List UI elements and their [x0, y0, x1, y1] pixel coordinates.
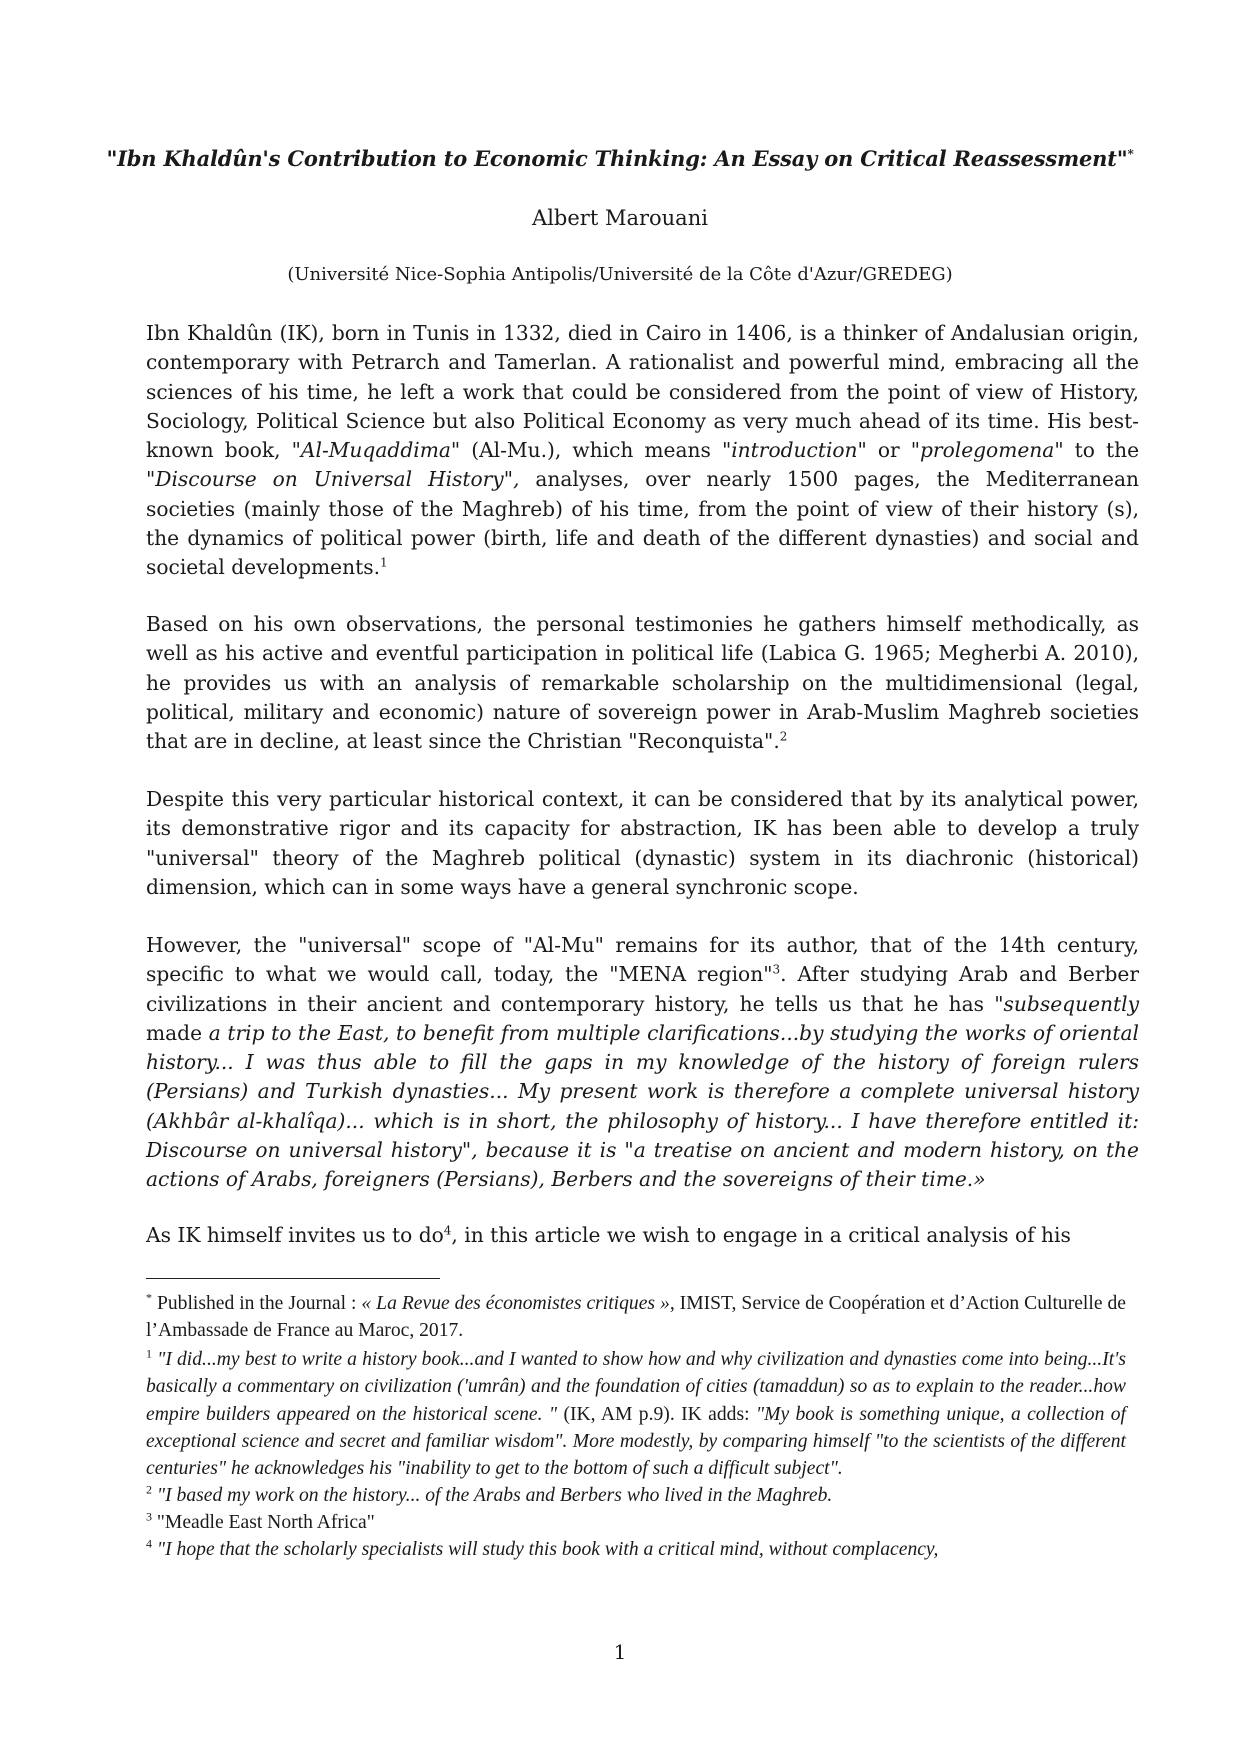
paragraph-5: As IK himself invites us to $do^4$, in this article we wish to engage in a critical analysis of his [146, 1223, 1071, 1247]
footnote-1: $^1$ "I did...my best to write a history book...and I wanted to show how and why civilization and dynasties come into being...It's basically a commentary on civilization ('umrân) and the foundation of cities (tamaddun) so as to explain to the reader...how empire builders appeared on the historical scene. " (IK, AM p.9). IK adds: "My book is something unique, a collection of exceptional science and secret and familiar wisdom". More modestly, by comparing himself "to the scientists of the different centuries" he acknowledges his "inability to get to the bottom of such a difficult subject". [146, 1346, 1126, 1480]
quotation-italic: a trip to the East, to benefit from multiple clarifications...by studying the works of oriental history... I was thus able to fill the gaps in my knowledge of the history of foreign rulers (Persians) and Turkish dynasties... My present work is therefore a complete universal history (Akhbâr al-khalîqa)... which is in short, the philosophy of history... I have therefore entitled it: Discourse on universal history", because it is "a treatise on ancient and modern history, on the actions of Arabs, foreigners (Persians), Berbers and the sovereigns of their time.» [146, 1020, 1139, 1192]
paper-title [0, 146, 1240, 171]
footnote-separator [146, 1278, 440, 1279]
paragraph-2: Based on his own observations, the personal testimonies he gathers himself methodically, as well as his active and eventful participation in political life (Labica G. 1965; Megherbi A. 2010), he provides us with an analysis of remarkable scholarship on the multidimensional (legal, political, military and economic) nature of sovereign power in Arab-Muslim Maghreb societies that are in decline, at least since the Christian "Reconquista".$^2$ [146, 612, 1139, 754]
footnote-star: * Published in the Journal : « La Revue des économistes critiques », IMIST, Service de Coopération et d’Action Culturelle de l’Ambassade de France au Maroc, 2017. [146, 1290, 1126, 1342]
footnote-4: $^4$ "I hope that the scholarly specialists will study this book with a critical mind, without complacency, [146, 1536, 939, 1560]
footnote-3: $^3$ "Meadle East North Africa" [146, 1509, 375, 1533]
footnote-ref-1: 1 [379, 555, 388, 570]
paragraph-1: Ibn Khaldûn (IK), born in Tunis in 1332, died in Cairo in 1406, is a thinker of Andalusian origin, contemporary with Petrarch and Tamerlan. A rationalist and powerful mind, embracing all the sciences of his time, he left a work that could be considered from the point of view of History, Sociology, Political Science but also Political Economy as very much ahead of its time. His best-known book, "Al-Muqaddima" (Al-Mu.), which means "introduction" or "prolegomena" to the "Discourse on Universal History", analyses, over nearly 1500 pages, the Mediterranean societies (mainly those of the Maghreb) of his time, from the point of view of their history (s), the dynamics of political power (birth, life and death of the different dynasties) and social and societal developments.$^1$ [146, 321, 1140, 580]
title-text: "Ibn Khaldûn's Contribution to Economic Thinking: An Essay on Critical Reassessment" [106, 146, 1128, 171]
page-number: 1 [613, 1640, 627, 1664]
footnote-ref-4: 4 [443, 1223, 452, 1238]
paragraph-4: However, the "universal" scope of "Al-Mu" remains for its author, that of the 14th century, specific to what we would call, today, the "MENA region"$^3$. After studying Arab and Berber civilizations in their ancient and contemporary history, he tells us that he has "subsequently made a trip to the East, to benefit from multiple clarifications...by studying the works of oriental history... I was thus able to fill the gaps in my knowledge of the history of foreign rulers (Persians) and Turkish dynasties... My present work is therefore a complete universal history (Akhbâr al-khalîqa)... which is in short, the philosophy of history... I have therefore entitled it: Discourse on universal history", because it is "a treatise on ancient and modern history, on the actions of Arabs, foreigners (Persians), Berbers and the sovereigns of their time.» [146, 933, 1139, 1192]
footnote-ref-3: 3 [772, 962, 781, 977]
book-title-italic: Al-Muqaddima [300, 438, 451, 463]
title-footnote-marker: * [1127, 147, 1134, 161]
footnote-ref-2: 2 [779, 729, 788, 744]
paragraph-3: Despite this very particular historical context, it can be considered that by its analytical power, its demonstrative rigor and its capacity for abstraction, IK has been able to develop a truly "universal" theory of the Maghreb political (dynastic) system in its diachronic (historical) dimension, which can in some ways have a general synchronic scope. [146, 787, 1139, 899]
footnote-2: $^2$ "I based my work on the history... of the Arabs and Berbers who lived in the Maghreb. [146, 1482, 833, 1506]
author-name: Albert Marouani [532, 206, 708, 230]
author-affiliation: (Université Nice-Sophia Antipolis/Université de la Côte d'Azur/GREDEG) [287, 264, 953, 285]
